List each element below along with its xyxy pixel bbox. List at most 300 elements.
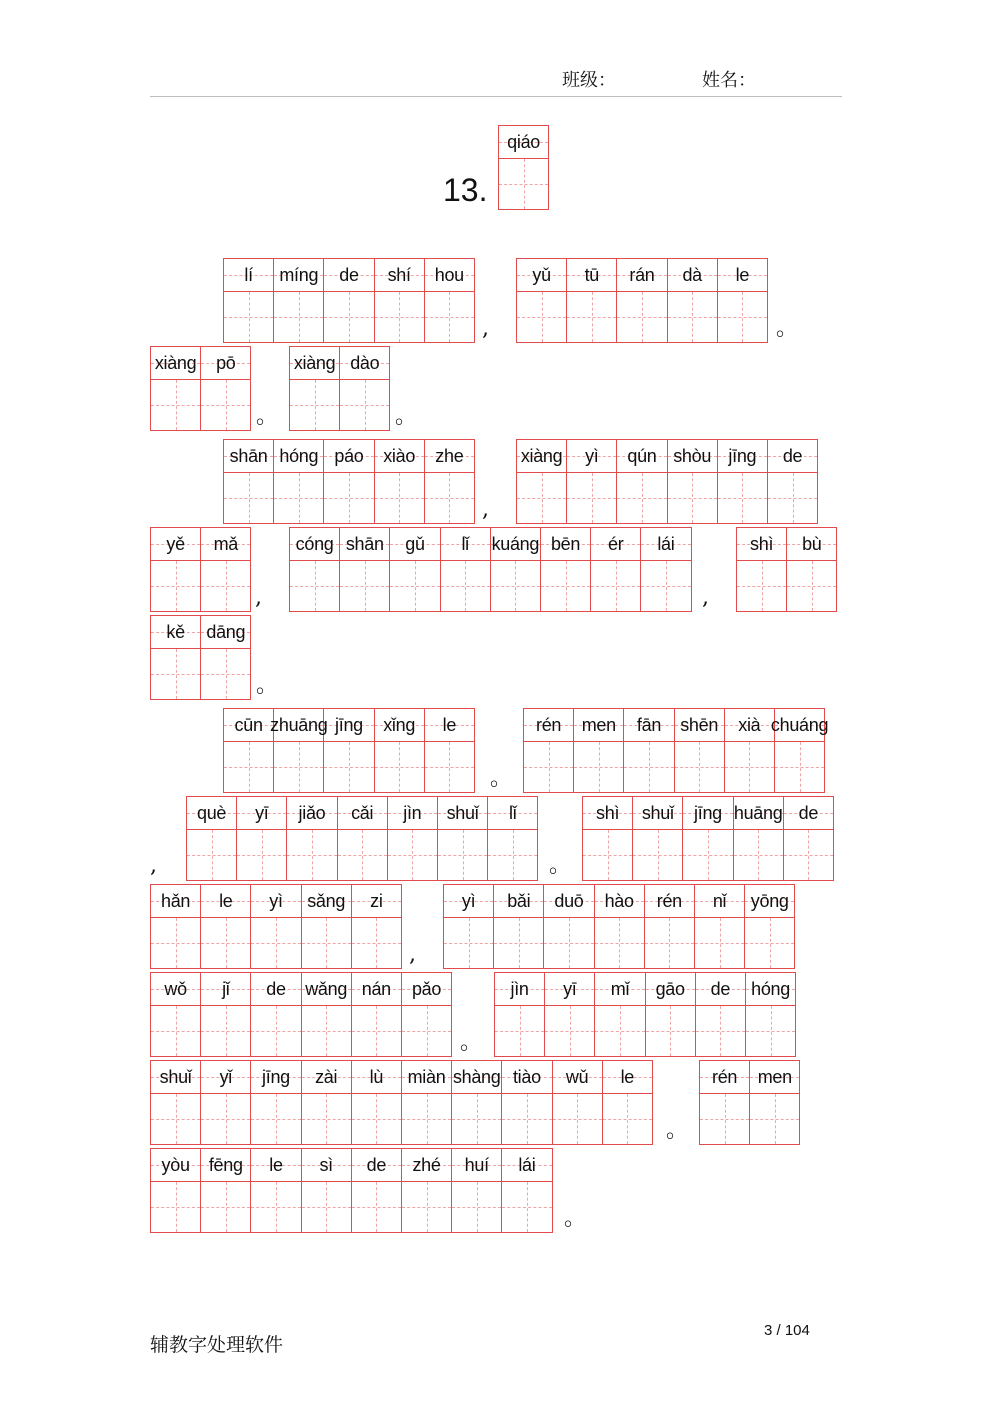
punctuation-mark: , (702, 585, 709, 610)
pinyin-text: jīng (728, 445, 757, 466)
hanzi-writing-slot[interactable] (695, 918, 744, 968)
hanzi-writing-slot[interactable] (352, 918, 401, 968)
hanzi-writing-slot[interactable] (251, 1006, 300, 1056)
pinyin-text: le (442, 714, 457, 735)
hanzi-writing-slot[interactable] (151, 649, 200, 699)
tianzige-cell (543, 884, 594, 969)
pinyin-slot (737, 528, 786, 561)
hanzi-writing-slot[interactable] (583, 830, 632, 880)
pinyin-text: shí (387, 264, 411, 285)
pinyin-slot (488, 797, 537, 830)
pinyin-text: zhuāng (270, 714, 328, 735)
pinyin-text: le (735, 264, 750, 285)
punctuation-mark: 。 (395, 404, 418, 429)
hanzi-writing-slot[interactable] (725, 742, 774, 792)
pinyin-text: yī (563, 978, 577, 999)
tianzige-cell (389, 527, 440, 612)
hanzi-writing-slot[interactable] (567, 473, 616, 523)
pinyin-text: qiáo (507, 131, 541, 152)
pinyin-slot (746, 973, 795, 1006)
hanzi-writing-slot[interactable] (603, 1094, 652, 1144)
hanzi-writing-slot[interactable] (494, 918, 543, 968)
pinyin-text: de (339, 264, 359, 285)
pinyin-text: jīng (262, 1066, 290, 1087)
punctuation-mark: 。 (564, 1206, 587, 1231)
pinyin-slot (668, 259, 717, 292)
hanzi-writing-slot[interactable] (696, 1006, 745, 1056)
pinyin-text: mǐ (610, 978, 630, 999)
pinyin-text: pō (216, 352, 236, 373)
hanzi-writing-slot[interactable] (624, 742, 673, 792)
hanzi-writing-slot[interactable] (201, 380, 250, 430)
punctuation-mark: , (482, 497, 489, 522)
pinyin-text: hào (604, 890, 634, 911)
pinyin-slot (595, 973, 644, 1006)
hanzi-writing-slot[interactable] (700, 1094, 749, 1144)
title-character-box (498, 125, 548, 210)
pinyin-text: míng (279, 264, 319, 285)
pinyin-text: wǔ (565, 1066, 589, 1087)
hanzi-writing-slot[interactable] (425, 473, 474, 523)
pinyin-text: lái (518, 1154, 536, 1175)
tianzige-cell (289, 527, 340, 612)
hanzi-writing-slot[interactable] (737, 561, 786, 611)
hanzi-writing-slot[interactable] (488, 830, 537, 880)
punctuation-mark: 。 (490, 766, 513, 791)
tianzige-cell (695, 972, 746, 1057)
pinyin-slot (750, 1061, 799, 1094)
tianzige-cell (566, 258, 617, 343)
pinyin-slot (302, 1061, 351, 1094)
pinyin-slot (375, 259, 424, 292)
hanzi-writing-slot[interactable] (675, 742, 724, 792)
pinyin-slot (224, 259, 273, 292)
pinyin-slot (324, 259, 373, 292)
pinyin-text: de (366, 1154, 387, 1175)
hanzi-writing-slot[interactable] (617, 473, 666, 523)
hanzi-writing-slot[interactable] (718, 292, 767, 342)
hanzi-writing-slot[interactable] (633, 830, 682, 880)
hanzi-writing-slot[interactable] (775, 742, 824, 792)
tianzige-cell (200, 884, 251, 969)
name-label: 姓名： (702, 70, 756, 91)
tianzige-cell (250, 1148, 301, 1233)
hanzi-writing-slot[interactable] (302, 1182, 351, 1232)
hanzi-writing-slot[interactable] (517, 473, 566, 523)
hanzi-writing-slot[interactable] (187, 830, 236, 880)
pinyin-text: cóng (295, 533, 334, 554)
hanzi-writing-slot[interactable] (750, 1094, 799, 1144)
pinyin-text: bēn (550, 533, 581, 554)
pinyin-text: tū (584, 264, 599, 285)
pinyin-text: xiàng (154, 352, 197, 373)
hanzi-writing-slot[interactable] (274, 742, 323, 792)
character-row-segment (494, 972, 795, 1057)
pinyin-text: xià (738, 714, 761, 735)
tianzige-cell (289, 346, 340, 431)
character-row-segment (289, 346, 389, 431)
hanzi-writing-slot[interactable] (734, 830, 783, 880)
hanzi-writing-slot[interactable] (495, 1006, 544, 1056)
pinyin-slot (151, 616, 200, 649)
hanzi-writing-slot[interactable] (784, 830, 833, 880)
tianzige-cell (516, 439, 567, 524)
hanzi-writing-slot[interactable] (324, 473, 373, 523)
hanzi-writing-slot[interactable] (340, 561, 389, 611)
pinyin-text: gǔ (405, 533, 425, 554)
hanzi-slot (499, 159, 548, 209)
tianzige-cell (387, 796, 438, 881)
pinyin-text: huí (464, 1154, 489, 1175)
pinyin-text: yì (585, 445, 599, 466)
hanzi-writing-slot[interactable] (646, 1006, 695, 1056)
hanzi-writing-slot[interactable] (768, 473, 817, 523)
hanzi-writing-slot[interactable] (302, 918, 351, 968)
pinyin-slot (695, 885, 744, 918)
pinyin-slot (274, 440, 323, 473)
hanzi-writing-slot[interactable] (224, 292, 273, 342)
hanzi-writing-slot[interactable] (574, 742, 623, 792)
hanzi-writing-slot[interactable] (595, 1006, 644, 1056)
pinyin-text: xǐng (383, 714, 416, 735)
tianzige-cell (674, 708, 725, 793)
pinyin-slot (290, 347, 339, 380)
pinyin-text: jiǎo (298, 802, 326, 823)
pinyin-slot (352, 1149, 401, 1182)
hanzi-writing-slot[interactable] (645, 918, 694, 968)
hanzi-writing-slot[interactable] (718, 473, 767, 523)
punctuation-mark: , (482, 316, 489, 341)
pinyin-slot (784, 797, 833, 830)
tianzige-cell (632, 796, 683, 881)
pinyin-slot (302, 1149, 351, 1182)
tianzige-cell (767, 439, 818, 524)
pinyin-slot (388, 797, 437, 830)
pinyin-text: shēn (680, 714, 719, 735)
hanzi-writing-slot[interactable] (541, 561, 590, 611)
pinyin-slot (491, 528, 540, 561)
hanzi-writing-slot[interactable] (444, 918, 493, 968)
hanzi-writing-slot[interactable] (201, 1182, 250, 1232)
hanzi-writing-slot[interactable] (201, 918, 250, 968)
hanzi-writing-slot[interactable] (290, 380, 339, 430)
pinyin-slot (553, 1061, 602, 1094)
pinyin-slot (675, 709, 724, 742)
tianzige-cell (594, 884, 645, 969)
pinyin-slot (438, 797, 487, 830)
pinyin-text: lǐ (509, 802, 517, 823)
pinyin-text: lù (369, 1066, 384, 1087)
pinyin-slot (617, 259, 666, 292)
pinyin-slot (595, 885, 644, 918)
pinyin-slot (201, 885, 250, 918)
hanzi-writing-slot[interactable] (251, 1182, 300, 1232)
hanzi-writing-slot[interactable] (151, 1006, 200, 1056)
pinyin-text: hóng (751, 978, 790, 999)
pinyin-slot (725, 709, 774, 742)
character-row-segment (223, 708, 474, 793)
pinyin-slot (251, 973, 300, 1006)
hanzi-writing-slot[interactable] (224, 742, 273, 792)
pinyin-slot (787, 528, 836, 561)
pinyin-slot (352, 973, 401, 1006)
pinyin-slot (583, 797, 632, 830)
hanzi-writing-slot[interactable] (745, 918, 794, 968)
punctuation-mark: 。 (460, 1030, 483, 1055)
pinyin-slot (375, 709, 424, 742)
hanzi-writing-slot[interactable] (641, 561, 690, 611)
pinyin-slot (425, 440, 474, 473)
pinyin-text: yǔ (532, 264, 551, 285)
pinyin-slot (452, 1061, 501, 1094)
pinyin-text: rén (536, 714, 562, 735)
software-name: 辅教字处理软件 (150, 1334, 284, 1356)
pinyin-text: cūn (234, 714, 263, 735)
lesson-number: 13. (443, 172, 488, 208)
pinyin-slot (338, 797, 387, 830)
tianzige-cell (498, 125, 549, 210)
tianzige-cell (699, 1060, 750, 1145)
pinyin-slot (745, 885, 794, 918)
pinyin-slot (425, 259, 474, 292)
pinyin-text: cǎi (351, 802, 374, 823)
hanzi-writing-slot[interactable] (201, 561, 250, 611)
hanzi-writing-slot[interactable] (375, 292, 424, 342)
pinyin-slot (502, 1149, 551, 1182)
pinyin-slot (718, 440, 767, 473)
hanzi-writing-slot[interactable] (567, 292, 616, 342)
pinyin-text: rán (629, 264, 655, 285)
tianzige-cell (339, 346, 390, 431)
pinyin-text: páo (334, 445, 364, 466)
tianzige-cell (667, 439, 718, 524)
hanzi-writing-slot[interactable] (746, 1006, 795, 1056)
pinyin-text: dà (682, 264, 702, 285)
pinyin-text: rén (656, 890, 682, 911)
hanzi-writing-slot[interactable] (151, 1182, 200, 1232)
tianzige-cell (640, 527, 691, 612)
tianzige-cell (644, 884, 695, 969)
character-row-segment (223, 258, 474, 343)
hanzi-writing-slot[interactable] (402, 1006, 451, 1056)
pinyin-text: nǐ (712, 890, 727, 911)
pinyin-text: hóng (279, 445, 319, 466)
tianzige-cell (223, 258, 274, 343)
hanzi-writing-slot[interactable] (352, 1006, 401, 1056)
hanzi-writing-slot[interactable] (390, 561, 439, 611)
hanzi-writing-slot[interactable] (352, 1182, 401, 1232)
pinyin-slot (201, 347, 250, 380)
hanzi-writing-slot[interactable] (402, 1182, 451, 1232)
hanzi-writing-slot[interactable] (224, 473, 273, 523)
pinyin-text: yě (166, 533, 185, 554)
pinyin-slot (633, 797, 682, 830)
character-row-segment (150, 527, 250, 612)
pinyin-text: de (782, 445, 803, 466)
hanzi-writing-slot[interactable] (553, 1094, 602, 1144)
tianzige-cell (493, 884, 544, 969)
class-label: 班级： (562, 70, 616, 91)
pinyin-text: sì (319, 1154, 333, 1175)
character-row-segment (150, 1060, 652, 1145)
hanzi-writing-slot[interactable] (491, 561, 540, 611)
hanzi-writing-slot[interactable] (441, 561, 490, 611)
hanzi-writing-slot[interactable] (290, 561, 339, 611)
tianzige-cell (501, 1060, 552, 1145)
tianzige-cell (401, 972, 452, 1057)
hanzi-writing-slot[interactable] (402, 1094, 451, 1144)
pinyin-text: jīng (694, 802, 722, 823)
pinyin-text: yì (461, 890, 476, 911)
pinyin-text: le (620, 1066, 634, 1087)
hanzi-writing-slot[interactable] (438, 830, 487, 880)
hanzi-writing-slot[interactable] (595, 918, 644, 968)
character-row-segment (150, 972, 451, 1057)
hanzi-writing-slot[interactable] (502, 1182, 551, 1232)
hanzi-writing-slot[interactable] (302, 1094, 351, 1144)
pinyin-slot (201, 528, 250, 561)
pinyin-slot (641, 528, 690, 561)
hanzi-writing-slot[interactable] (668, 473, 717, 523)
hanzi-writing-slot[interactable] (375, 742, 424, 792)
tianzige-cell (337, 796, 388, 881)
character-row-segment (150, 884, 401, 969)
pinyin-text: yī (255, 802, 269, 823)
hanzi-writing-slot[interactable] (201, 1094, 250, 1144)
pinyin-slot (224, 709, 273, 742)
hanzi-writing-slot[interactable] (352, 1094, 401, 1144)
tianzige-cell (594, 972, 645, 1057)
tianzige-cell (623, 708, 674, 793)
hanzi-writing-slot[interactable] (287, 830, 336, 880)
pinyin-text: yòu (161, 1154, 190, 1175)
punctuation-mark: 。 (776, 316, 799, 341)
character-row-segment (699, 1060, 799, 1145)
hanzi-writing-slot[interactable] (375, 473, 424, 523)
hanzi-writing-slot[interactable] (502, 1094, 551, 1144)
tianzige-cell (424, 439, 475, 524)
hanzi-writing-slot[interactable] (617, 292, 666, 342)
hanzi-writing-slot[interactable] (151, 380, 200, 430)
hanzi-writing-slot[interactable] (683, 830, 732, 880)
page-number: 3 / 104 (764, 1322, 810, 1339)
tianzige-cell (544, 972, 595, 1057)
tianzige-cell (590, 527, 641, 612)
tianzige-cell (270, 708, 328, 793)
pinyin-slot (237, 797, 286, 830)
hanzi-writing-slot[interactable] (151, 561, 200, 611)
hanzi-writing-slot[interactable] (452, 1182, 501, 1232)
pinyin-slot (452, 1149, 501, 1182)
pinyin-text: hǎn (161, 890, 191, 911)
hanzi-writing-slot[interactable] (545, 1006, 594, 1056)
character-row-segment (289, 527, 691, 612)
pinyin-text: tiào (512, 1066, 541, 1087)
pinyin-text: què (197, 802, 227, 823)
hanzi-writing-slot[interactable] (591, 561, 640, 611)
tianzige-cell (301, 1148, 352, 1233)
hanzi-writing-slot[interactable] (340, 380, 389, 430)
hanzi-writing-slot[interactable] (251, 1094, 300, 1144)
hanzi-writing-slot[interactable] (787, 561, 836, 611)
tianzige-cell (273, 439, 324, 524)
hanzi-writing-slot[interactable] (151, 918, 200, 968)
hanzi-writing-slot[interactable] (544, 918, 593, 968)
hanzi-writing-slot[interactable] (425, 742, 474, 792)
pinyin-text: yōng (750, 890, 789, 911)
hanzi-writing-slot[interactable] (251, 918, 300, 968)
hanzi-writing-slot[interactable] (668, 292, 717, 342)
hanzi-writing-slot[interactable] (302, 1006, 351, 1056)
character-row-segment (516, 439, 817, 524)
tianzige-cell (573, 708, 624, 793)
pinyin-text: ér (608, 533, 624, 554)
pinyin-text: zhé (412, 1154, 441, 1175)
character-row-segment (186, 796, 537, 881)
pinyin-slot (201, 1061, 250, 1094)
punctuation-mark: 。 (256, 673, 279, 698)
pinyin-slot (151, 1061, 200, 1094)
hanzi-writing-slot[interactable] (524, 742, 573, 792)
hanzi-writing-slot[interactable] (151, 1094, 200, 1144)
pinyin-text: le (219, 890, 233, 911)
pinyin-text: de (266, 978, 286, 999)
hanzi-writing-slot[interactable] (338, 830, 387, 880)
pinyin-text: shān (229, 445, 268, 466)
hanzi-writing-slot[interactable] (324, 742, 373, 792)
tianzige-cell (351, 972, 402, 1057)
hanzi-writing-slot[interactable] (201, 649, 250, 699)
hanzi-writing-slot[interactable] (274, 292, 323, 342)
character-row-segment (443, 884, 794, 969)
pinyin-slot (251, 1149, 300, 1182)
pinyin-text: duō (554, 890, 584, 911)
pinyin-text: jǐ (222, 978, 230, 999)
pinyin-text: xiào (383, 445, 416, 466)
pinyin-text: jìn (510, 978, 529, 999)
hanzi-writing-slot[interactable] (388, 830, 437, 880)
tianzige-cell (150, 527, 201, 612)
pinyin-text: kě (166, 621, 185, 642)
tianzige-cell (323, 258, 374, 343)
pinyin-slot (340, 347, 389, 380)
tianzige-cell (487, 796, 538, 881)
hanzi-writing-slot[interactable] (274, 473, 323, 523)
pinyin-slot (545, 973, 594, 1006)
pinyin-text: lái (657, 533, 675, 554)
hanzi-writing-slot[interactable] (425, 292, 474, 342)
pinyin-text: hou (434, 264, 464, 285)
pinyin-slot (499, 126, 548, 159)
hanzi-writing-slot[interactable] (201, 1006, 250, 1056)
pinyin-slot (151, 1149, 200, 1182)
pinyin-text: de (710, 978, 731, 999)
tianzige-cell (150, 615, 201, 700)
pinyin-slot (402, 973, 451, 1006)
hanzi-writing-slot[interactable] (517, 292, 566, 342)
hanzi-writing-slot[interactable] (452, 1094, 501, 1144)
tianzige-cell (724, 708, 775, 793)
pinyin-slot (617, 440, 666, 473)
hanzi-writing-slot[interactable] (324, 292, 373, 342)
hanzi-writing-slot[interactable] (237, 830, 286, 880)
pinyin-text: miàn (407, 1066, 446, 1087)
tianzige-cell (250, 1060, 301, 1145)
pinyin-slot (646, 973, 695, 1006)
tianzige-cell (223, 708, 274, 793)
pinyin-text: shuǐ (159, 1066, 192, 1087)
pinyin-slot (603, 1061, 652, 1094)
